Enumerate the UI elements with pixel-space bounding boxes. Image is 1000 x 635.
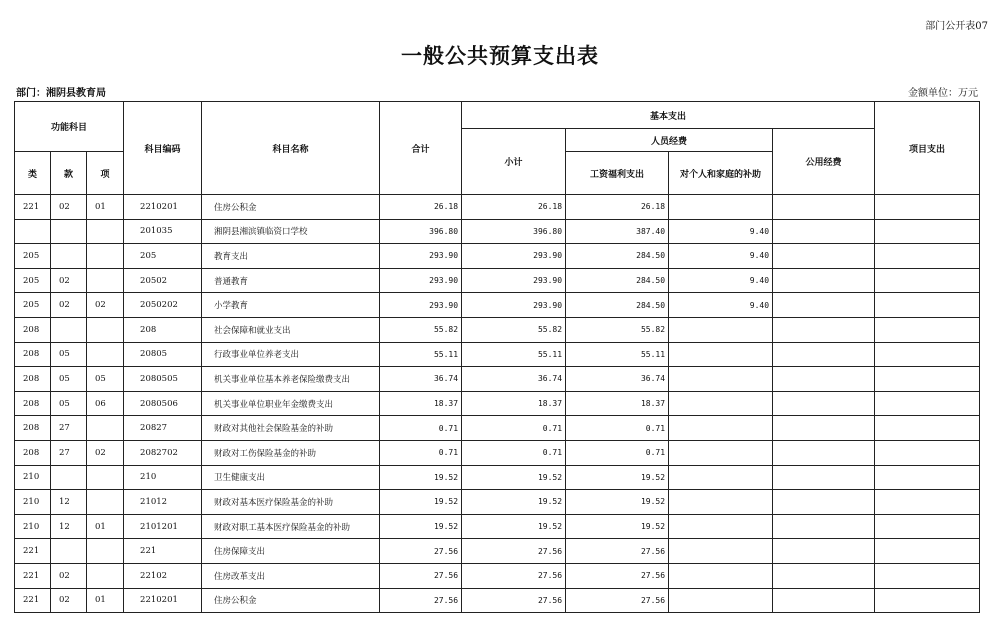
cell-xiang [87,490,124,515]
table-row [15,416,980,441]
cell-total: 293.90 [380,244,462,269]
cell-code: 2210201 [124,195,202,220]
cell-code: 208 [124,317,202,342]
cell-subtotal: 27.56 [462,563,566,588]
cell-subsidy [669,416,773,441]
cell-total: 19.52 [380,514,462,539]
header-basic: 基本支出 [462,102,875,129]
cell-xiang [87,465,124,490]
cell-project [875,342,980,367]
cell-total: 0.71 [380,416,462,441]
cell-subtotal: 18.37 [462,391,566,416]
cell-total: 36.74 [380,367,462,392]
cell-subsidy: 9.40 [669,293,773,318]
cell-subtotal: 0.71 [462,416,566,441]
cell-lei: 210 [15,514,51,539]
cell-wage: 27.56 [566,563,669,588]
cell-subsidy [669,440,773,465]
cell-name: 小学教育 [202,293,380,318]
cell-name: 社会保障和就业支出 [202,317,380,342]
cell-wage: 284.50 [566,268,669,293]
cell-public [773,342,875,367]
cell-public [773,219,875,244]
cell-subsidy [669,539,773,564]
cell-total: 55.11 [380,342,462,367]
cell-total: 18.37 [380,391,462,416]
cell-subtotal: 27.56 [462,539,566,564]
cell-subtotal: 36.74 [462,367,566,392]
cell-project [875,440,980,465]
cell-name: 普通教育 [202,268,380,293]
cell-total: 27.56 [380,539,462,564]
cell-public [773,416,875,441]
cell-wage: 284.50 [566,293,669,318]
cell-xiang [87,219,124,244]
cell-subsidy [669,367,773,392]
cell-wage: 19.52 [566,514,669,539]
cell-lei: 205 [15,268,51,293]
cell-wage: 55.11 [566,342,669,367]
cell-project [875,367,980,392]
cell-code: 2080506 [124,391,202,416]
header-code: 科目编码 [124,102,202,195]
cell-wage: 0.71 [566,440,669,465]
cell-project [875,588,980,613]
cell-subsidy [669,391,773,416]
cell-wage: 387.40 [566,219,669,244]
cell-kuan [51,539,87,564]
cell-xiang: 01 [87,195,124,220]
cell-subtotal: 19.52 [462,490,566,515]
cell-kuan: 02 [51,588,87,613]
cell-name: 机关事业单位基本养老保险缴费支出 [202,367,380,392]
table-row [15,465,980,490]
cell-total: 19.52 [380,465,462,490]
cell-subtotal: 19.52 [462,465,566,490]
header-total: 合计 [380,102,462,195]
cell-code: 21012 [124,490,202,515]
cell-kuan: 05 [51,342,87,367]
cell-kuan: 27 [51,440,87,465]
cell-xiang: 02 [87,440,124,465]
cell-subtotal: 55.11 [462,342,566,367]
header-subsidy: 对个人和家庭的补助 [669,152,773,195]
cell-xiang [87,317,124,342]
cell-kuan [51,244,87,269]
cell-subtotal: 26.18 [462,195,566,220]
cell-wage: 36.74 [566,367,669,392]
table-row [15,219,980,244]
cell-subsidy: 9.40 [669,268,773,293]
cell-code: 221 [124,539,202,564]
cell-subsidy [669,490,773,515]
cell-xiang [87,342,124,367]
cell-subsidy [669,465,773,490]
cell-xiang: 01 [87,514,124,539]
cell-project [875,317,980,342]
cell-project [875,293,980,318]
cell-code: 20502 [124,268,202,293]
cell-code: 2210201 [124,588,202,613]
cell-kuan: 12 [51,490,87,515]
cell-subtotal: 19.52 [462,514,566,539]
cell-wage: 27.56 [566,588,669,613]
cell-total: 396.80 [380,219,462,244]
cell-code: 20805 [124,342,202,367]
cell-wage: 284.50 [566,244,669,269]
cell-subtotal: 293.90 [462,244,566,269]
page-title: 一般公共预算支出表 [401,43,599,68]
cell-wage: 19.52 [566,465,669,490]
table-row [15,244,980,269]
cell-total: 19.52 [380,490,462,515]
header-name: 科目名称 [202,102,380,195]
cell-xiang [87,416,124,441]
cell-code: 20827 [124,416,202,441]
cell-public [773,391,875,416]
cell-wage: 55.82 [566,317,669,342]
cell-public [773,440,875,465]
cell-kuan: 12 [51,514,87,539]
cell-name: 行政事业单位养老支出 [202,342,380,367]
cell-subsidy: 9.40 [669,219,773,244]
cell-subtotal: 293.90 [462,293,566,318]
cell-project [875,244,980,269]
cell-name: 湘阴县湘滨镇临资口学校 [202,219,380,244]
cell-lei: 208 [15,317,51,342]
cell-subsidy [669,195,773,220]
cell-subtotal: 396.80 [462,219,566,244]
cell-project [875,563,980,588]
cell-wage: 19.52 [566,490,669,515]
header-subtotal: 小计 [462,129,566,195]
cell-project [875,465,980,490]
cell-subsidy [669,588,773,613]
cell-kuan [51,465,87,490]
cell-name: 住房改革支出 [202,563,380,588]
cell-public [773,268,875,293]
cell-xiang [87,244,124,269]
header-xiang: 项 [87,152,124,195]
cell-xiang: 05 [87,367,124,392]
cell-xiang: 06 [87,391,124,416]
cell-total: 27.56 [380,588,462,613]
cell-total: 27.56 [380,563,462,588]
cell-lei: 208 [15,440,51,465]
cell-kuan: 02 [51,195,87,220]
cell-kuan: 02 [51,268,87,293]
cell-public [773,465,875,490]
cell-name: 住房公积金 [202,195,380,220]
cell-project [875,391,980,416]
cell-kuan: 05 [51,367,87,392]
table-row [15,268,980,293]
cell-name: 财政对工伤保险基金的补助 [202,440,380,465]
cell-xiang [87,563,124,588]
cell-lei [15,219,51,244]
cell-lei: 210 [15,490,51,515]
cell-lei: 221 [15,539,51,564]
cell-xiang [87,539,124,564]
table-row [15,490,980,515]
cell-kuan: 27 [51,416,87,441]
cell-name: 教育支出 [202,244,380,269]
cell-lei: 205 [15,293,51,318]
cell-xiang [87,268,124,293]
department-label: 部门：湘阴县教育局 [16,88,106,99]
form-number: 部门公开表07 [925,21,988,32]
cell-code: 201035 [124,219,202,244]
table-body [15,195,980,613]
header-lei: 类 [15,152,51,195]
cell-wage: 26.18 [566,195,669,220]
table-row [15,440,980,465]
cell-kuan [51,317,87,342]
cell-subtotal: 55.82 [462,317,566,342]
cell-wage: 27.56 [566,539,669,564]
header-func-subject: 功能科目 [15,102,124,152]
header-personnel: 人员经费 [566,129,773,152]
table-row [15,391,980,416]
cell-subsidy [669,514,773,539]
cell-public [773,490,875,515]
cell-total: 293.90 [380,268,462,293]
cell-code: 2080505 [124,367,202,392]
header-wage: 工资福利支出 [566,152,669,195]
table-row [15,342,980,367]
cell-project [875,514,980,539]
cell-total: 55.82 [380,317,462,342]
cell-wage: 18.37 [566,391,669,416]
cell-subsidy [669,342,773,367]
cell-code: 205 [124,244,202,269]
cell-public [773,514,875,539]
cell-lei: 221 [15,563,51,588]
cell-project [875,416,980,441]
table-row [15,563,980,588]
cell-lei: 221 [15,195,51,220]
cell-public [773,244,875,269]
cell-code: 2101201 [124,514,202,539]
table-row [15,539,980,564]
cell-public [773,539,875,564]
budget-table [14,101,980,613]
cell-code: 22102 [124,563,202,588]
cell-public [773,563,875,588]
cell-subsidy: 9.40 [669,244,773,269]
cell-public [773,367,875,392]
cell-name: 卫生健康支出 [202,465,380,490]
cell-lei: 208 [15,342,51,367]
cell-project [875,268,980,293]
cell-lei: 208 [15,391,51,416]
cell-xiang: 02 [87,293,124,318]
cell-name: 财政对其他社会保险基金的补助 [202,416,380,441]
table-row [15,514,980,539]
cell-code: 210 [124,465,202,490]
cell-name: 住房保障支出 [202,539,380,564]
cell-project [875,219,980,244]
cell-total: 293.90 [380,293,462,318]
table-row [15,293,980,318]
cell-public [773,588,875,613]
cell-name: 住房公积金 [202,588,380,613]
header-public: 公用经费 [773,129,875,195]
cell-public [773,195,875,220]
cell-total: 26.18 [380,195,462,220]
cell-subtotal: 0.71 [462,440,566,465]
cell-total: 0.71 [380,440,462,465]
cell-subsidy [669,317,773,342]
cell-code: 2082702 [124,440,202,465]
cell-kuan: 02 [51,293,87,318]
cell-project [875,539,980,564]
cell-kuan: 05 [51,391,87,416]
cell-name: 机关事业单位职业年金缴费支出 [202,391,380,416]
cell-name: 财政对职工基本医疗保险基金的补助 [202,514,380,539]
cell-kuan: 02 [51,563,87,588]
cell-subtotal: 293.90 [462,268,566,293]
cell-subsidy [669,563,773,588]
cell-xiang: 01 [87,588,124,613]
cell-name: 财政对基本医疗保险基金的补助 [202,490,380,515]
cell-lei: 208 [15,416,51,441]
table-row [15,588,980,613]
table-row [15,195,980,220]
cell-code: 2050202 [124,293,202,318]
amount-unit-label: 金额单位：万元 [908,88,978,99]
cell-kuan [51,219,87,244]
cell-public [773,293,875,318]
cell-lei: 210 [15,465,51,490]
cell-lei: 208 [15,367,51,392]
header-project: 项目支出 [875,102,980,195]
header-kuan: 款 [51,152,87,195]
cell-subtotal: 27.56 [462,588,566,613]
cell-wage: 0.71 [566,416,669,441]
cell-public [773,317,875,342]
cell-lei: 205 [15,244,51,269]
table-row [15,367,980,392]
cell-project [875,195,980,220]
cell-project [875,490,980,515]
cell-lei: 221 [15,588,51,613]
table-row [15,317,980,342]
